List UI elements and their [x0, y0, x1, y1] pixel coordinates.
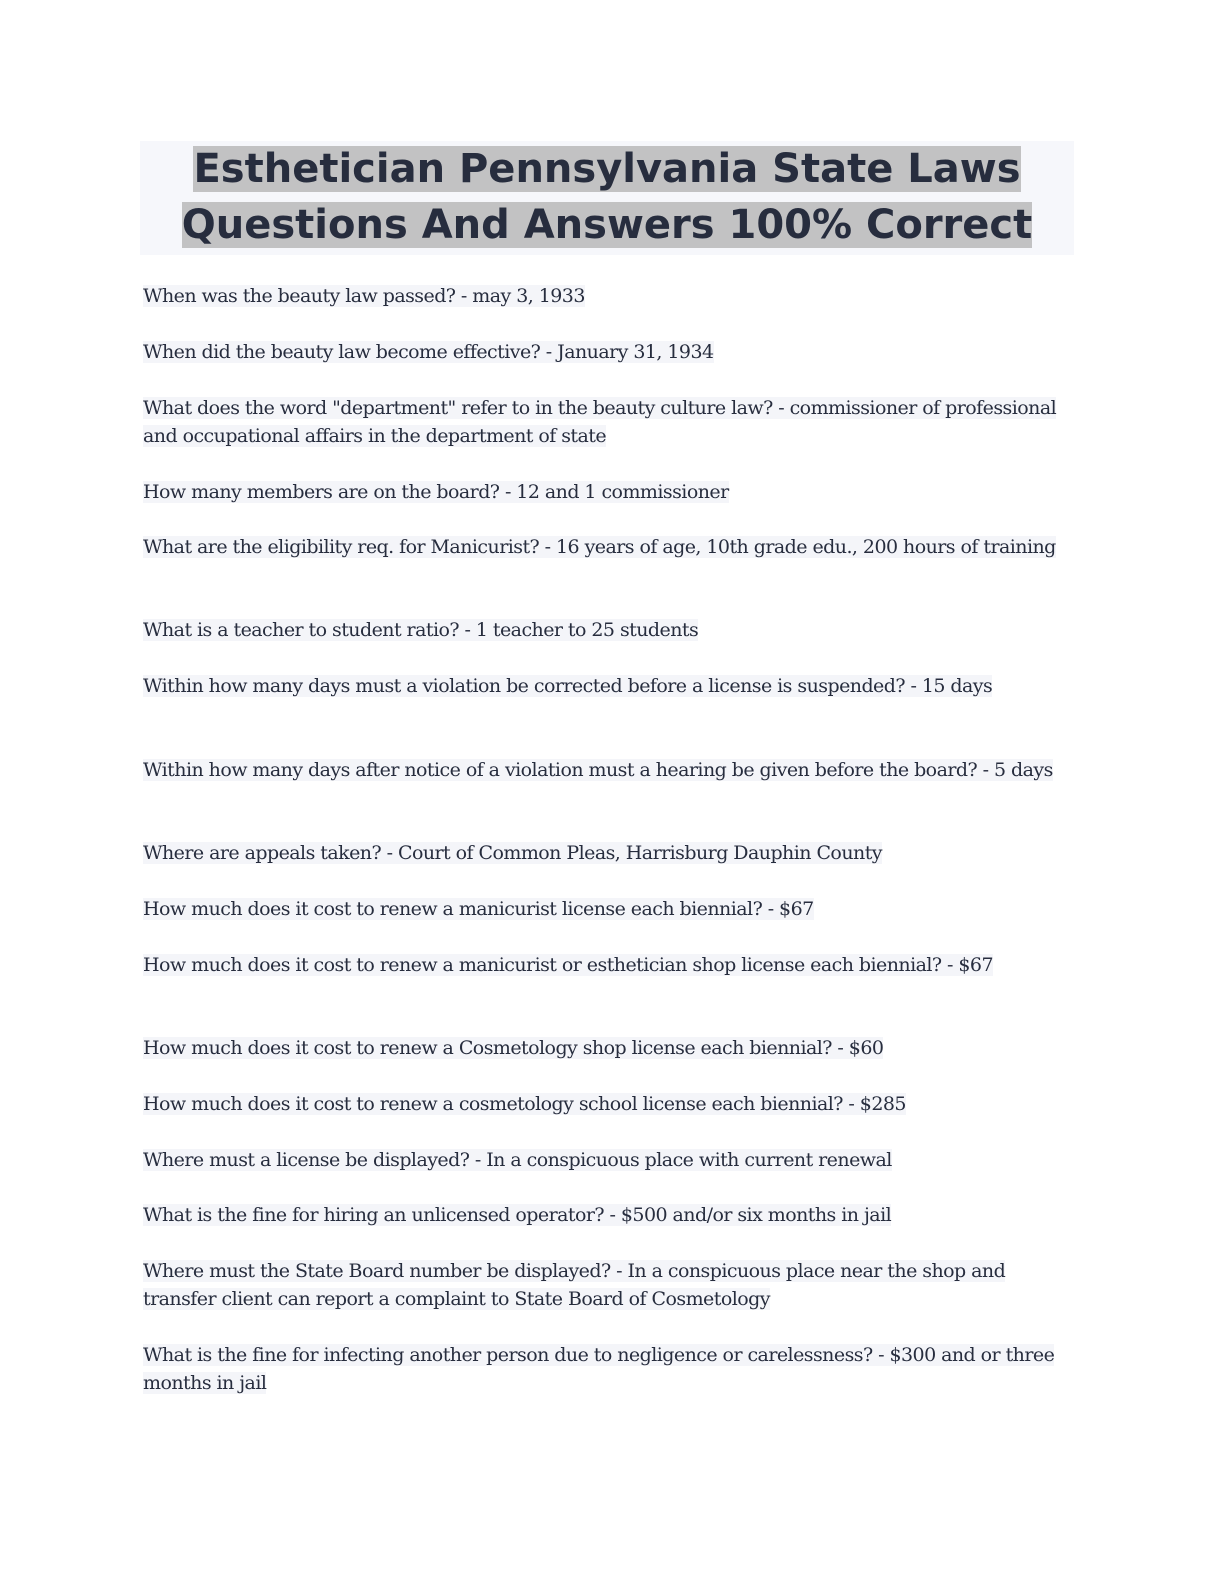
qa-text: How much does it cost to renew a cosmetology school license each biennial? - $285 — [143, 1093, 906, 1115]
qa-item-15 — [143, 1201, 1073, 1229]
qa-item-11 — [143, 951, 1073, 979]
qa-item-2 — [143, 338, 1073, 366]
qa-item-7 — [143, 672, 1073, 700]
qa-text: How much does it cost to renew a Cosmetology shop license each biennial? - $60 — [143, 1037, 884, 1059]
qa-text: How much does it cost to renew a manicurist license each biennial? - $67 — [143, 898, 814, 920]
title-line-2: Questions And Answers 100% Correct — [181, 202, 1033, 248]
qa-text: What is the fine for infecting another person due to negligence or carelessness? - $300 and or three months in jail — [143, 1344, 1055, 1394]
qa-text: Within how many days after notice of a violation must a hearing be given before the board? - 5 days — [143, 759, 1053, 781]
qa-text: What are the eligibility req. for Manicurist? - 16 years of age, 10th grade edu., 200 hours of training — [143, 536, 1056, 558]
qa-item-14 — [143, 1146, 1073, 1174]
qa-text: Where must a license be displayed? - In a conspicuous place with current renewal — [143, 1149, 892, 1171]
qa-item-12 — [143, 1034, 1073, 1062]
qa-item-6 — [143, 616, 1073, 644]
qa-item-10 — [143, 895, 1073, 923]
qa-text: How much does it cost to renew a manicurist or esthetician shop license each biennial? - $67 — [143, 954, 994, 976]
qa-item-1 — [143, 282, 1073, 310]
qa-item-3 — [143, 394, 1073, 450]
qa-text: Where are appeals taken? - Court of Common Pleas, Harrisburg Dauphin County — [143, 842, 882, 864]
qa-text: When was the beauty law passed? - may 3, 1933 — [143, 285, 585, 307]
qa-item-17 — [143, 1341, 1073, 1397]
qa-item-8 — [143, 756, 1073, 784]
qa-text: Where must the State Board number be displayed? - In a conspicuous place near the shop and transfer client can report a complaint to State Board of Cosmetology — [143, 1260, 1006, 1310]
qa-text: What does the word "department" refer to in the beauty culture law? - commissioner of professional and occupational affairs in the department of state — [143, 397, 1057, 447]
title-block — [140, 141, 1074, 255]
title-line-1: Esthetician Pennsylvania State Laws — [193, 146, 1021, 192]
qa-item-4 — [143, 478, 1073, 506]
qa-item-5 — [143, 533, 1073, 561]
qa-text: How many members are on the board? - 12 and 1 commissioner — [143, 481, 729, 503]
qa-text: Within how many days must a violation be corrected before a license is suspended? - 15 days — [143, 675, 993, 697]
qa-item-16 — [143, 1257, 1073, 1313]
qa-item-9 — [143, 839, 1073, 867]
qa-text: When did the beauty law become effective? - January 31, 1934 — [143, 341, 714, 363]
qa-text: What is a teacher to student ratio? - 1 teacher to 25 students — [143, 619, 699, 641]
qa-item-13 — [143, 1090, 1073, 1118]
qa-text: What is the fine for hiring an unlicensed operator? - $500 and/or six months in jail — [143, 1204, 892, 1226]
